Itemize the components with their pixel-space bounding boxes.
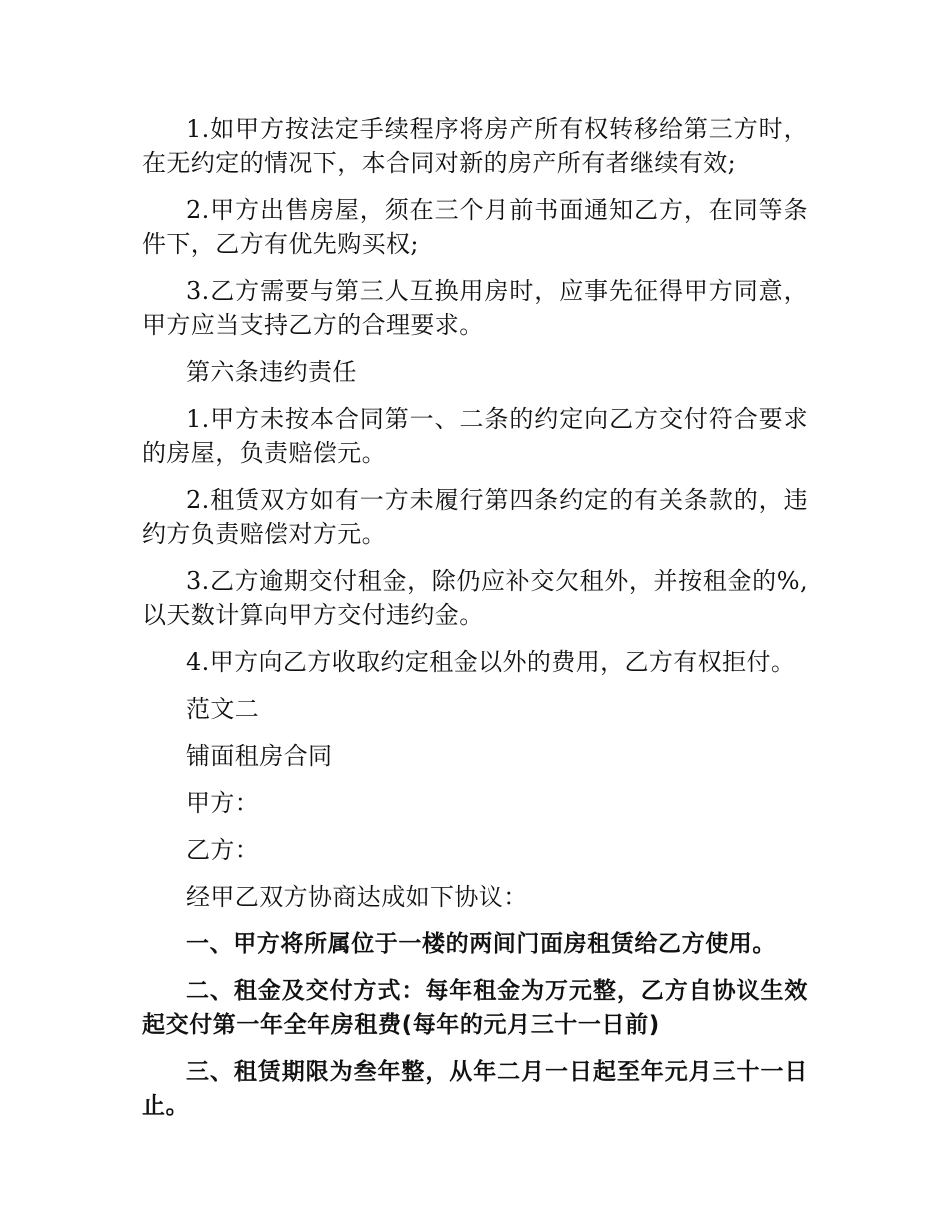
- section-heading-breach: 第六条违约责任: [186, 358, 357, 386]
- party-b-line: 乙方：: [186, 836, 260, 864]
- clause-paragraph-2: 2.甲方出售房屋，须在三个月前书面通知乙方，在同等条件下，乙方有优先购买权;: [142, 196, 808, 258]
- clause-paragraph-1: 1.如甲方按法定手续程序将房产所有权转移给第三方时，在无约定的情况下，本合同对新的房产所有者继续有效;: [142, 115, 808, 177]
- breach-paragraph-3: 3.乙方逾期交付租金，除仍应补交欠租外，并按租金的%,以天数计算向甲方交付违约金。: [142, 567, 808, 629]
- breach-paragraph-2: 2.租赁双方如有一方未履行第四条约定的有关条款的，违约方负责赔偿对方元。: [142, 486, 808, 548]
- breach-paragraph-4: 4.甲方向乙方收取约定租金以外的费用，乙方有权拒付。: [186, 648, 796, 676]
- agreement-term-3: 三、租赁期限为叁年整，从年二月一日起至年元月三十一日止。: [142, 1059, 808, 1119]
- agreement-intro: 经甲乙双方协商达成如下协议：: [186, 883, 528, 911]
- breach-paragraph-1: 1.甲方未按本合同第一、二条的约定向乙方交付符合要求的房屋，负责赔偿元。: [142, 405, 808, 467]
- clause-paragraph-3: 3.乙方需要与第三人互换用房时，应事先征得甲方同意，甲方应当支持乙方的合理要求。: [142, 277, 808, 339]
- agreement-term-1: 一、甲方将所属位于一楼的两间门面房租赁给乙方使用。: [186, 931, 776, 957]
- party-a-line: 甲方：: [186, 789, 260, 817]
- document-body: [142, 112, 808, 1136]
- agreement-term-2: 二、租金及交付方式：每年租金为万元整，乙方自协议生效起交付第一年全年房租费(每年的元月三十一日前): [142, 978, 808, 1038]
- contract-title: 铺面租房合同: [186, 742, 333, 770]
- sample-heading: 范文二: [186, 695, 260, 723]
